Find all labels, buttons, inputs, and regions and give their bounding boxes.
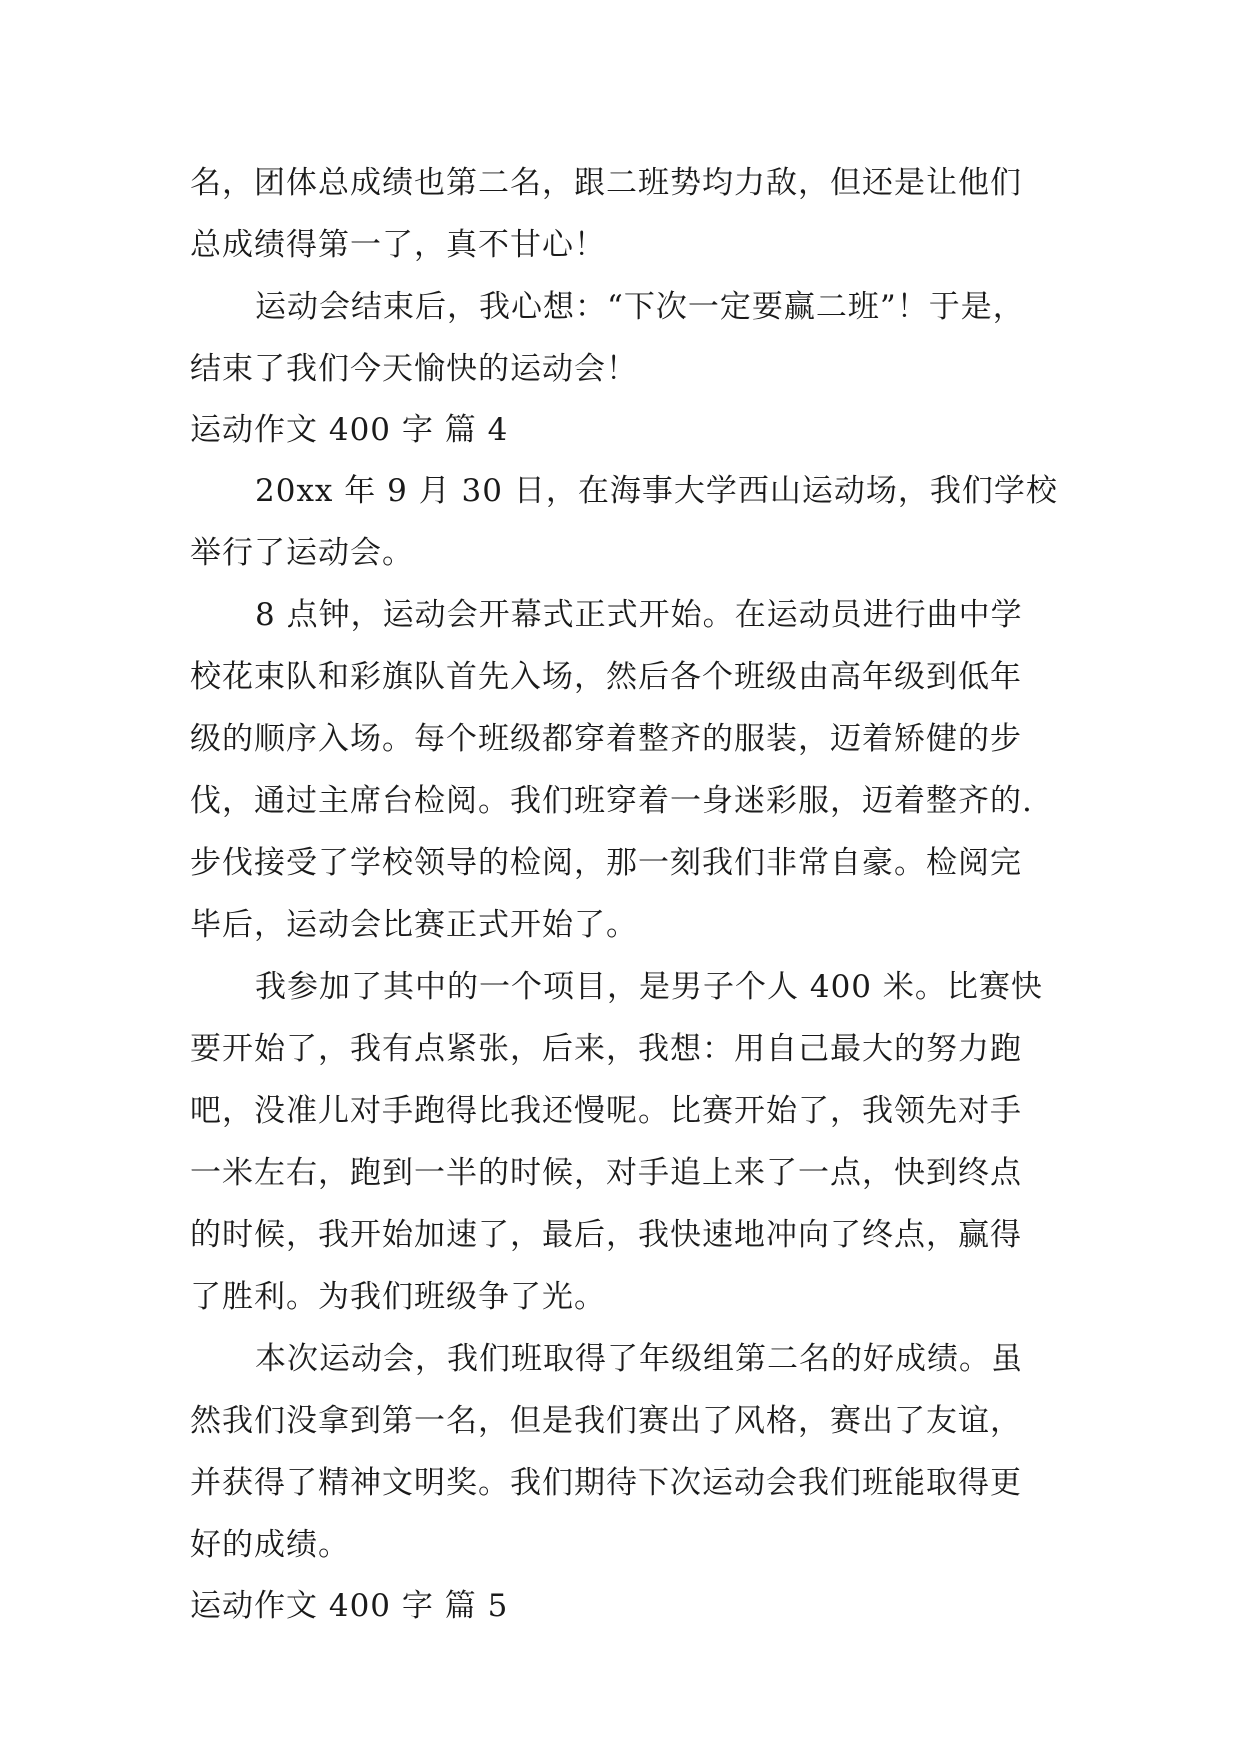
text-line: 了胜利。为我们班级争了光。 (190, 1279, 606, 1315)
paragraph (190, 460, 1060, 584)
text-line: 我参加了其中的一个项目，是男子个人 400 米。比赛快 (255, 969, 1043, 1005)
text-line: 运动会结束后，我心想：“下次一定要赢二班”！于是， (255, 289, 1025, 325)
text-line: 好的成绩。 (190, 1527, 350, 1563)
text-line: 20xx 年 9 月 30 日，在海事大学西山运动场，我们学校 (255, 473, 1058, 509)
text-line: 总成绩得第一了，真不甘心！ (190, 227, 606, 263)
text-line: 校花束队和彩旗队首先入场，然后各个班级由高年级到低年 (190, 659, 1022, 695)
document-page (190, 152, 1060, 1636)
text-line: 8 点钟，运动会开幕式正式开始。在运动员进行曲中学 (255, 597, 1023, 633)
text-line: 的时候，我开始加速了，最后，我快速地冲向了终点，赢得 (190, 1217, 1022, 1253)
text-line: 本次运动会，我们班取得了年级组第二名的好成绩。虽 (255, 1341, 1023, 1377)
text-line: 结束了我们今天愉快的运动会！ (190, 351, 638, 387)
paragraph (190, 1328, 1060, 1576)
section-heading: 运动作文 400 字 篇 5 (190, 1588, 509, 1624)
text-line: 举行了运动会。 (190, 535, 414, 571)
section-heading: 运动作文 400 字 篇 4 (190, 412, 509, 448)
text-line: 步伐接受了学校领导的检阅，那一刻我们非常自豪。检阅完 (190, 845, 1022, 881)
paragraph (190, 276, 1060, 400)
paragraph-continued (190, 152, 1060, 276)
text-line: 名，团体总成绩也第二名，跟二班势均力敌，但还是让他们 (190, 165, 1022, 201)
text-line: 然我们没拿到第一名，但是我们赛出了风格，赛出了友谊， (190, 1403, 1022, 1439)
text-line: 要开始了，我有点紧张，后来，我想：用自己最大的努力跑 (190, 1031, 1022, 1067)
text-line: 毕后，运动会比赛正式开始了。 (190, 907, 638, 943)
paragraph (190, 584, 1060, 956)
paragraph (190, 956, 1060, 1328)
text-line: 并获得了精神文明奖。我们期待下次运动会我们班能取得更 (190, 1465, 1022, 1501)
text-line: 吧，没准儿对手跑得比我还慢呢。比赛开始了，我领先对手 (190, 1093, 1022, 1129)
text-line: 级的顺序入场。每个班级都穿着整齐的服装，迈着矫健的步 (190, 721, 1022, 757)
text-line: 一米左右，跑到一半的时候，对手追上来了一点，快到终点 (190, 1155, 1022, 1191)
text-line: 伐，通过主席台检阅。我们班穿着一身迷彩服，迈着整齐的. (190, 783, 1033, 819)
